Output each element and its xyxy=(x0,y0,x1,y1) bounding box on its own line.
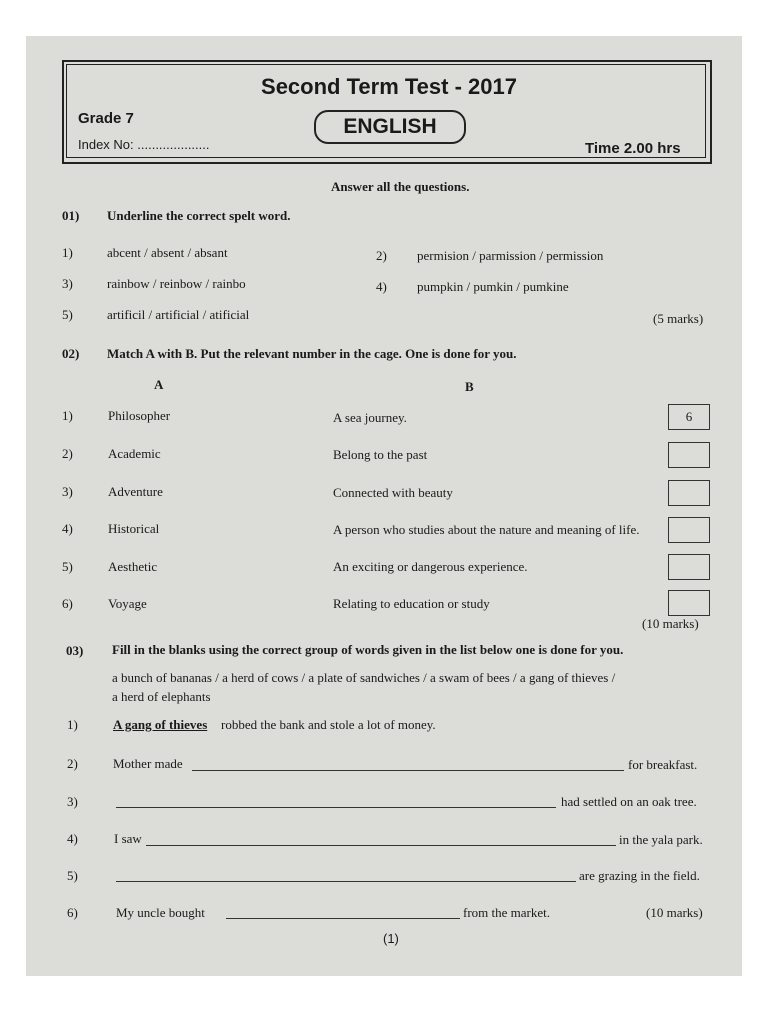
q2-row-num: 5) xyxy=(62,559,73,574)
answer-cage[interactable] xyxy=(668,590,710,616)
index-number-field[interactable]: Index No: .................... xyxy=(78,137,210,152)
q3-item-before: Mother made xyxy=(113,756,183,771)
q2-row-num: 4) xyxy=(62,521,73,536)
q1-item-options[interactable]: abcent / absent / absant xyxy=(107,245,228,260)
q2-marks: (10 marks) xyxy=(642,616,699,631)
q2-row-b: A person who studies about the nature and meaning of life. xyxy=(333,522,640,537)
q3-item-after: had settled on an oak tree. xyxy=(561,794,697,809)
q3-item-after: from the market. xyxy=(463,905,550,920)
page-title: Second Term Test - 2017 xyxy=(261,74,517,99)
answer-blank[interactable] xyxy=(192,770,624,771)
grade-label: Grade 7 xyxy=(78,110,134,127)
q2-row-num: 2) xyxy=(62,446,73,461)
q2-row-a: Aesthetic xyxy=(108,559,158,574)
q2-row-num: 1) xyxy=(62,408,73,423)
q2-row-a: Adventure xyxy=(108,484,163,499)
answer-cage[interactable] xyxy=(668,554,710,580)
q2-row-a: Philosopher xyxy=(108,408,171,423)
q3-item-num: 3) xyxy=(67,794,78,809)
answer-cage[interactable] xyxy=(668,517,710,543)
page-number: (1) xyxy=(383,931,399,946)
q2-number: 02) xyxy=(62,346,80,361)
q1-item-num: 1) xyxy=(62,245,73,260)
q2-row-b: Belong to the past xyxy=(333,447,428,462)
q2-row-a: Academic xyxy=(108,446,161,461)
q1-item-options[interactable]: artificil / artificial / atificial xyxy=(107,307,250,322)
q2-row-b: An exciting or dangerous experience. xyxy=(333,559,528,574)
q3-item-num: 4) xyxy=(67,831,78,846)
q3-item-num: 5) xyxy=(67,868,78,883)
q2-row-num: 3) xyxy=(62,484,73,499)
q2-prompt: Match A with B. Put the relevant number in the cage. One is done for you. xyxy=(107,346,517,361)
q3-item-after: are grazing in the field. xyxy=(579,868,700,883)
q2-row-b: Relating to education or study xyxy=(333,596,490,611)
q1-item-num: 2) xyxy=(376,248,387,263)
q3-marks: (10 marks) xyxy=(646,905,703,920)
time-label: Time 2.00 hrs xyxy=(585,140,681,157)
q1-item-num: 3) xyxy=(62,276,73,291)
q1-number: 01) xyxy=(62,208,80,223)
column-b-heading: B xyxy=(465,379,474,394)
q1-prompt: Underline the correct spelt word. xyxy=(107,208,291,223)
q3-item-num: 1) xyxy=(67,717,78,732)
example-answer: A gang of thieves xyxy=(113,717,208,732)
instructions: Answer all the questions. xyxy=(331,179,470,194)
q2-row-a: Voyage xyxy=(108,596,147,611)
q3-item-after: in the yala park. xyxy=(619,832,703,847)
q2-row-b: A sea journey. xyxy=(333,410,407,425)
q1-item-num: 5) xyxy=(62,307,73,322)
q3-item-text: robbed the bank and stole a lot of money. xyxy=(221,717,436,732)
q3-item-num: 6) xyxy=(67,905,78,920)
subject-badge: ENGLISH xyxy=(314,110,466,144)
q3-item-before: My uncle bought xyxy=(116,905,205,920)
answer-blank[interactable] xyxy=(116,807,556,808)
q3-prompt: Fill in the blanks using the correct group of words given in the list below one is done for you. xyxy=(112,642,624,657)
q1-marks: (5 marks) xyxy=(653,311,704,326)
column-a-heading: A xyxy=(154,377,164,392)
q1-item-options[interactable]: permision / parmission / permission xyxy=(417,248,604,263)
answer-blank[interactable] xyxy=(226,918,460,919)
word-list-line-2: a herd of elephants xyxy=(112,689,211,704)
q2-row-num: 6) xyxy=(62,596,73,611)
q2-row-b: Connected with beauty xyxy=(333,485,453,500)
q3-item-before: I saw xyxy=(114,831,142,846)
q2-row-a: Historical xyxy=(108,521,160,536)
q1-item-options[interactable]: rainbow / reinbow / rainbo xyxy=(107,276,246,291)
answer-cage[interactable] xyxy=(668,480,710,506)
answer-cage[interactable] xyxy=(668,442,710,468)
q3-item-after: for breakfast. xyxy=(628,757,698,772)
answer-blank[interactable] xyxy=(146,845,616,846)
q1-item-options[interactable]: pumpkin / pumkin / pumkine xyxy=(417,279,569,294)
answer-cage[interactable]: 6 xyxy=(668,404,710,430)
q1-item-num: 4) xyxy=(376,279,387,294)
q3-number: 03) xyxy=(66,643,84,658)
word-list-line-1: a bunch of bananas / a herd of cows / a plate of sandwiches / a swam of bees / a gang of thieves / xyxy=(112,670,616,685)
answer-blank[interactable] xyxy=(116,881,576,882)
q3-item-num: 2) xyxy=(67,756,78,771)
